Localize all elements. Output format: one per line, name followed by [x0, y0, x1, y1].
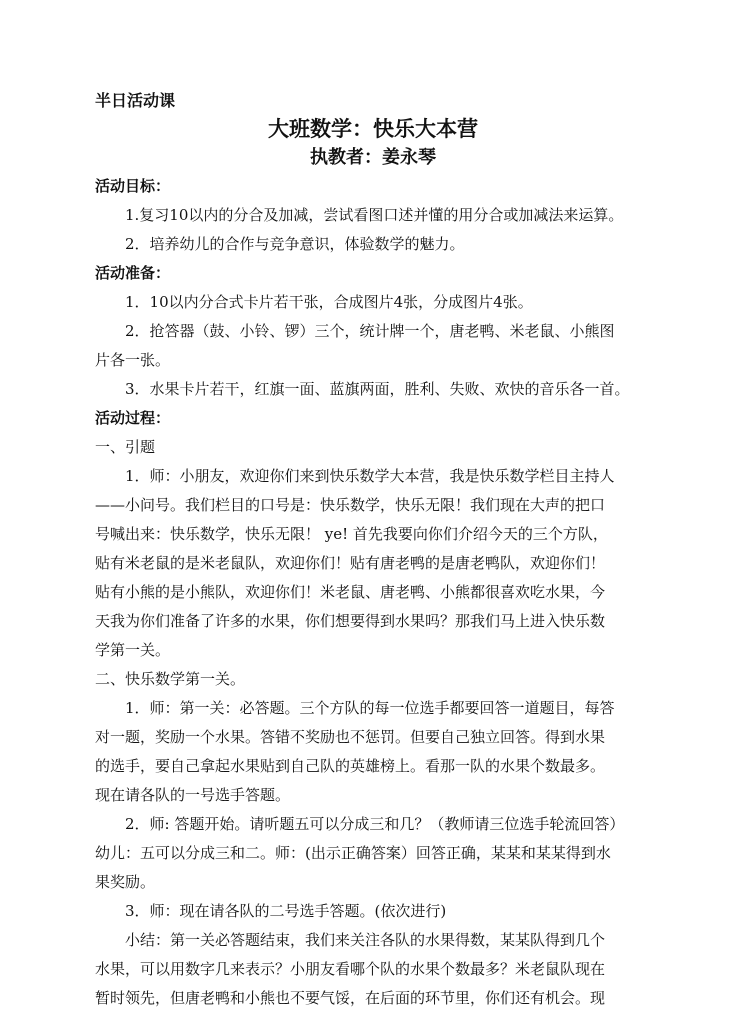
paragraph-line: 果奖励。 — [95, 873, 156, 891]
paragraph-line: 幼儿：五可以分成三和二。师：(出示正确答案）回答正确，某某和某某得到水 — [95, 844, 611, 862]
summary-line: 暂时领先，但唐老鸭和小熊也不要气馁，在后面的环节里，你们还有机会。现 — [95, 989, 606, 1007]
summary-line: 小结：第一关必答题结束，我们来关注各队的水果得数，某某队得到几个 — [125, 931, 606, 949]
paragraph-line: 的选手，要自己拿起水果贴到自己队的英雄榜上。看那一队的水果个数最多。 — [95, 757, 606, 775]
preparation-item: 3．水果卡片若干，红旗一面、蓝旗两面，胜利、失败、欢快的音乐各一首。 — [125, 380, 630, 398]
paragraph-line: 2．师: 答题开始。请听题五可以分成三和几？（教师请三位选手轮流回答） — [125, 815, 625, 833]
part1-heading: 一、引题 — [95, 438, 156, 456]
paragraph-line: 学第一关。 — [95, 641, 171, 659]
process-heading: 活动过程： — [95, 409, 171, 427]
author-line: 执教者：姜永琴 — [310, 147, 436, 168]
preparation-item: 1．10以内分合式卡片若干张，合成图片4张，分成图片4张。 — [125, 293, 533, 311]
preparation-heading: 活动准备： — [95, 264, 171, 282]
summary-line: 水果，可以用数字几来表示？小朋友看哪个队的水果个数最多？米老鼠队现在 — [95, 960, 606, 978]
paragraph-line: 3．师：现在请各队的二号选手答题。(依次进行) — [125, 902, 447, 920]
preparation-item-continued: 片各一张。 — [95, 351, 171, 369]
part2-heading: 二、快乐数学第一关。 — [95, 670, 246, 688]
paragraph-line: 现在请各队的一号选手答题。 — [95, 786, 291, 804]
paragraph-line: ——小问号。我们栏目的口号是：快乐数学，快乐无限！我们现在大声的把口 — [95, 496, 606, 514]
paragraph-line: 贴有小熊的是小熊队，欢迎你们！米老鼠、唐老鸭、小熊都很喜欢吃水果，今 — [95, 583, 606, 601]
document-title: 大班数学：快乐大本营 — [268, 116, 478, 141]
paragraph-line: 1．师：小朋友，欢迎你们来到快乐数学大本营，我是快乐数学栏目主持人 — [125, 467, 615, 485]
paragraph-line: 贴有米老鼠的是米老鼠队，欢迎你们！贴有唐老鸭的是唐老鸭队，欢迎你们！ — [95, 554, 606, 572]
paragraph-line: 对一题，奖励一个水果。答错不奖励也不惩罚。但要自己独立回答。得到水果 — [95, 728, 606, 746]
paragraph-line: 天我为你们准备了许多的水果，你们想要得到水果吗？那我们马上进入快乐数 — [95, 612, 606, 630]
paragraph-line: 号喊出来：快乐数学，快乐无限！ ye! 首先我要向你们介绍今天的三个方队， — [95, 525, 608, 543]
goal-item: 2．培养幼儿的合作与竞争意识，体验数学的魅力。 — [125, 235, 465, 253]
preparation-item: 2．抢答器（鼓、小铃、锣）三个，统计牌一个，唐老鸭、米老鼠、小熊图 — [125, 322, 615, 340]
header-label: 半日活动课 — [95, 91, 176, 110]
goal-item: 1.复习10以内的分合及加减，尝试看图口述并懂的用分合或加减法来运算。 — [125, 206, 624, 224]
paragraph-line: 1．师：第一关：必答题。三个方队的每一位选手都要回答一道题目，每答 — [125, 699, 615, 717]
goals-heading: 活动目标： — [95, 177, 171, 195]
